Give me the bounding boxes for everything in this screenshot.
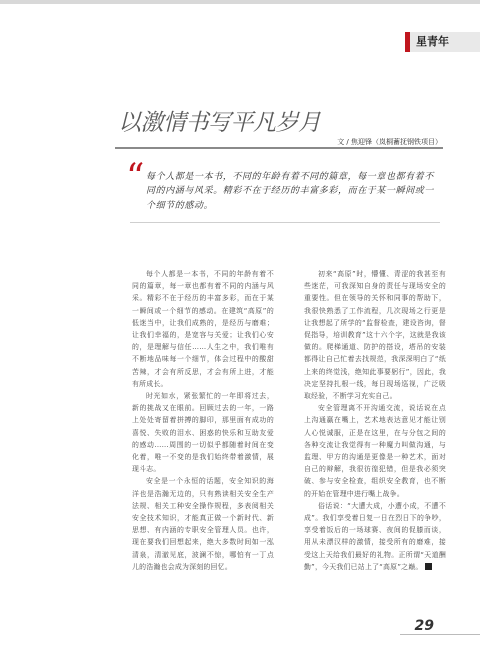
body-paragraph: 安全是一个永恒的话题，安全知识的海洋也是浩瀚无边的，只有熟读相关安全生产法规、相关工种安全操作规程，多表阅相关安全技术知识，才能真正做一个新时代、新思想、有内涵的专职安全管理人员。也许，现在要我们回想起来，绝大多数时间如一泓清泉，清澈见底，波澜不惊，哪怕有一丁点儿的浩瀚也会成为深刻的回忆。 <box>132 477 274 571</box>
title-divider <box>115 147 443 149</box>
body-paragraph: 每个人都是一本书，不同的年龄有着不同的篇章，每一章也都有着不同的内涵与风采。精彩不在于经历的丰富多彩，而在于某一瞬间或一个细节的感动。在建筑“高原”的低迷当中，让我们成熟的，是经历与磨难；让我们幸福的，是宽容与关爱；让我们心安的，是理解与信任……人生之中，我们唯有不断地品味每一个细节，体会过程中的酸甜苦辣，才会有所反思，才会有所上进，才能有所成长。 <box>132 270 274 388</box>
body-paragraph: 时光如水，紧张繁忙的一年即将过去，新的挑战又在眼前。回顾过去的一年，一路上处处寄留着拼搏的脚印，那里面有成功的喜悦、失败的泪水、困惑的快乐和互助友爱的感动……周围的一切似乎都随着时间在变化着，唯一不变的是我们始终带着激情，展现斗志。 <box>132 392 274 474</box>
footer-divider <box>400 634 480 635</box>
intro-divider <box>130 222 440 223</box>
page-number: 29 <box>414 618 434 634</box>
body-paragraph-text: 俗话说：“大遭大成，小遭小成，不遭不成”。我们享受着日复一日在烈日下的争吵，享受着饭后的一场球赛、夜间的促膝而谈，用从未漂汉样的激情，接受所有的磨难，接受这上天给我们最好的礼物。正所谓“天道酬勤”，今天我们已站上了“高原”之巅。 <box>304 501 446 571</box>
article-title: 以激情书写平凡岁月 <box>118 110 321 136</box>
body-paragraph: 初来“高原”时，懵懂、青涩的我甚至有些迷茫，可我深知自身的责任与现场安全的重要性。但在领导的关怀和同事的帮助下，我很快熟悉了工作流程，几次现场之行更是让我想起了所学的“监督检查，建设咨询，督促指导，培训教育”这十六个字，这就是我该做的。爬梯通道、防护的搭设，塔吊的安装都得让自己忙着去找规范，我深深明白了“纸上来的终觉浅，绝知此事要躬行”，因此，我决定坚持扎根一线，每日现场巡视，广泛吸取经验，不断学习充实自己。 <box>304 270 446 401</box>
section-label: 星青年 <box>405 32 480 52</box>
intro-quote: 每个人都是一本书，不同的年龄有着不同的篇章，每一章也都有着不同的内涵与风采。精彩不在于经历的丰富多彩，而在于某一瞬间或一个细节的感动。 <box>146 172 435 211</box>
end-mark-icon <box>425 563 432 570</box>
body-paragraph: 安全管理离不开沟通交流，说话说在点上沟通赢在嘴上，艺术地表达意见才能让别人心悦诚服，正是在这里，在与分包之间的各种交流让我觉得有一种魔力叫做沟通，与监理、甲方的沟通是更像是一种艺术，面对自己的辩解，我很彷徨犯错，但是我必须突破、参与安全检查，组织安全教育，也不断的开始在管理中进行嘴上战争。 <box>304 404 446 498</box>
right-column <box>304 268 446 573</box>
quote-mark-icon: “ <box>126 157 145 198</box>
header-bar <box>0 0 480 4</box>
left-column <box>132 268 274 573</box>
body-paragraph <box>304 500 446 573</box>
byline: 文 / 焦迎锋（岚桐蓄抚钢铁项目） <box>337 138 442 146</box>
